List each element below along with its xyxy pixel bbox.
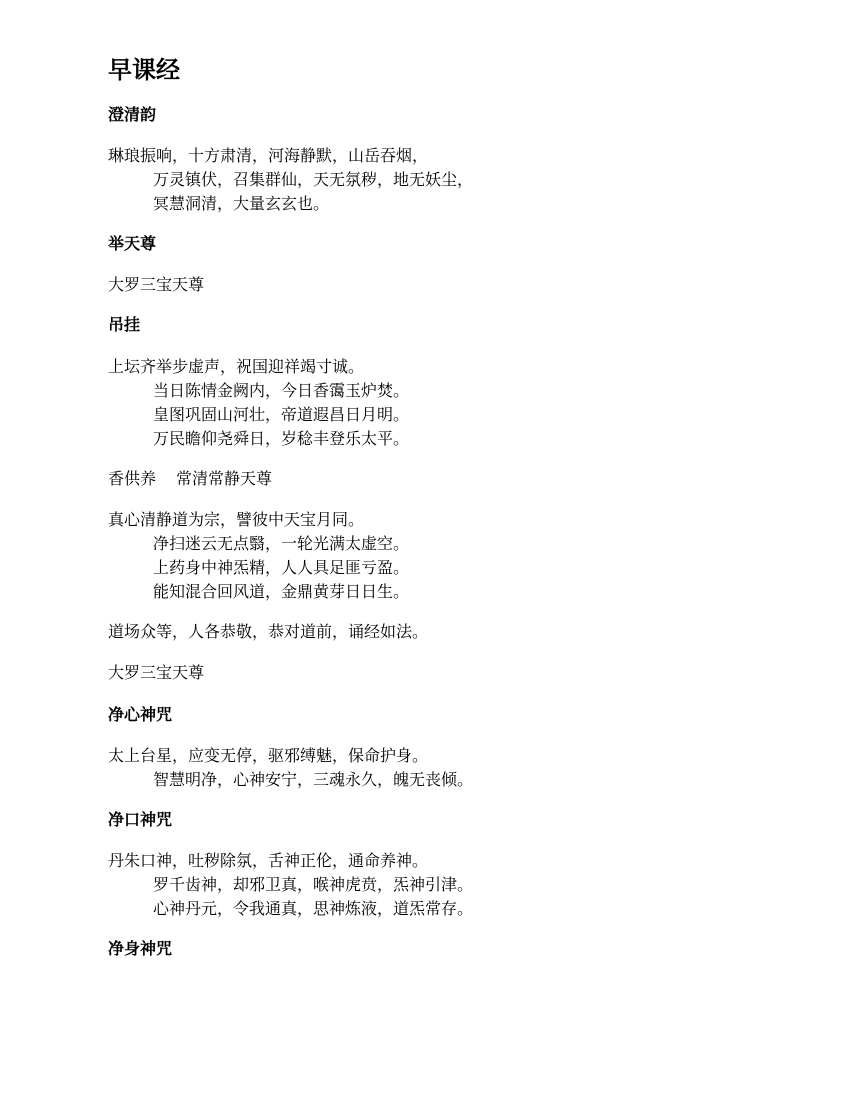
chant-line: 真心清静道为宗，譬彼中天宝月同。 <box>108 510 365 529</box>
chant-line: 道场众等，人各恭敬，恭对道前，诵经如法。 <box>108 622 429 641</box>
chant-line: 上药身中神炁精，人人具足匪亏盈。 <box>153 558 410 577</box>
section-heading-jingshen: 净身神咒 <box>108 939 173 958</box>
chant-line: 大罗三宝天尊 <box>108 275 205 294</box>
chant-paragraph-jutianzun <box>108 273 204 297</box>
chant-paragraph-zhenxin <box>108 508 409 604</box>
chant-line: 心神丹元，令我通真，思神炼液，道炁常存。 <box>153 899 474 918</box>
section-heading-jutianzun: 举天尊 <box>108 234 157 253</box>
chant-line: 太上台星，应变无停，驱邪缚魅，保命护身。 <box>108 746 429 765</box>
chant-line: 净扫迷云无点翳，一轮光满太虚空。 <box>153 534 410 553</box>
chant-line: 万灵镇伏，召集群仙，天无氛秽，地无妖尘， <box>153 170 474 189</box>
chant-line: 丹朱口神，吐秽除氛，舌神正伦，通命养神。 <box>108 851 429 870</box>
chant-line: 万民瞻仰尧舜日，岁稔丰登乐太平。 <box>153 429 410 448</box>
chant-line: 皇图巩固山河壮，帝道遐昌日月明。 <box>153 405 410 424</box>
chant-paragraph-daochang <box>108 620 428 644</box>
chant-paragraph-chengqingyun <box>108 144 473 216</box>
chant-line: 罗千齿神，却邪卫真，喉神虎贲，炁神引津。 <box>153 875 474 894</box>
chant-line: 大罗三宝天尊 <box>108 663 205 682</box>
chant-line: 当日陈情金阙内，今日香霭玉炉焚。 <box>153 381 410 400</box>
chant-phrase: 常清常静天尊 <box>176 469 273 488</box>
chant-paragraph-daluo <box>108 661 204 685</box>
chant-phrase: 香供养 <box>108 469 157 488</box>
chant-line: 智慧明净，心神安宁，三魂永久，魄无丧倾。 <box>153 770 474 789</box>
chant-paragraph-xianggongyang <box>108 467 272 491</box>
document-title: 早课经 <box>108 56 180 84</box>
chant-line: 能知混合回风道，金鼎黄芽日日生。 <box>153 582 410 601</box>
chant-line: 上坛齐举步虚声，祝国迎祥竭寸诚。 <box>108 357 365 376</box>
section-heading-chengqingyun: 澄清韵 <box>108 105 157 124</box>
section-heading-jingxin: 净心神咒 <box>108 705 173 724</box>
chant-line: 冥慧洞清，大量玄玄也。 <box>153 194 330 213</box>
chant-paragraph-jingxin <box>108 744 473 792</box>
chant-line: 琳琅振响，十方肃清，河海静默，山岳吞烟， <box>108 146 429 165</box>
section-heading-jingkou: 净口神咒 <box>108 810 173 829</box>
chant-paragraph-jingkou <box>108 849 473 921</box>
section-heading-diaogua: 吊挂 <box>108 315 141 334</box>
chant-paragraph-diaogua <box>108 355 409 451</box>
